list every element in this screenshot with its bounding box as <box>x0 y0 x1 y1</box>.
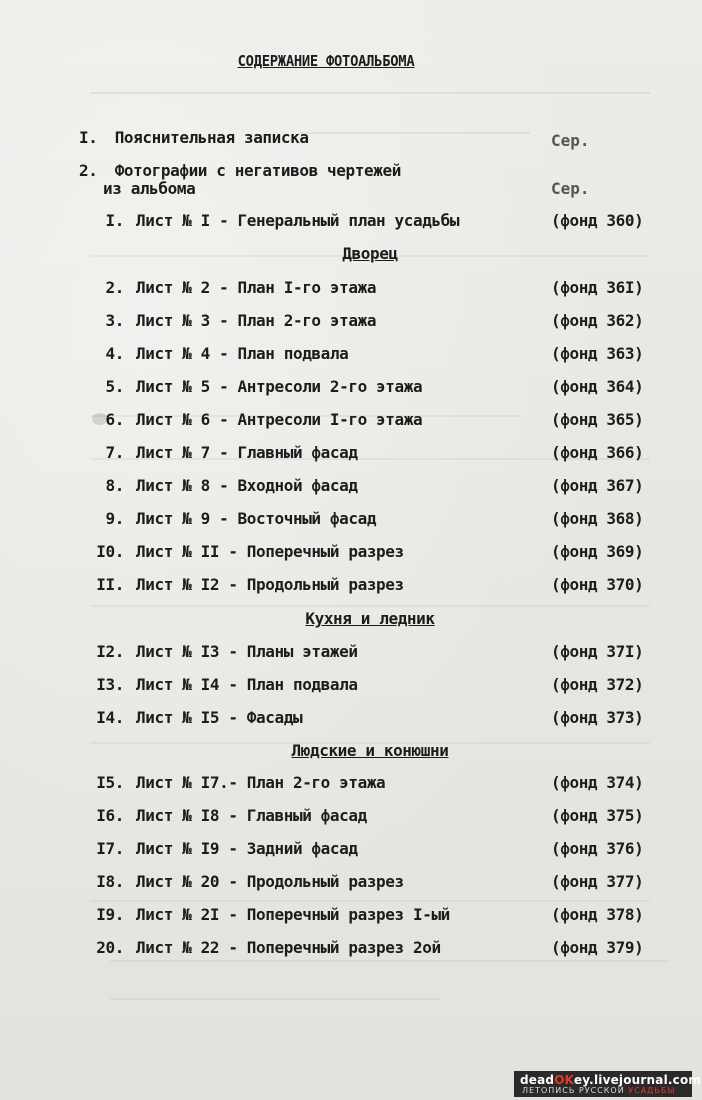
table-row <box>0 872 702 896</box>
ink-smudge <box>92 413 108 425</box>
item-number: 2. <box>79 161 98 180</box>
table-row <box>0 773 702 797</box>
item-text: Фотографии с негативов чертежей <box>114 161 401 180</box>
row-fond: (фонд 368) <box>551 509 644 528</box>
row-fond: (фонд 365) <box>551 410 644 429</box>
table-row <box>0 443 702 467</box>
row-fond: (фонд 360) <box>551 211 644 230</box>
row-fond: (фонд 364) <box>551 377 644 396</box>
row-number: I7. <box>96 839 124 858</box>
section-heading-palace: Дворец <box>342 244 398 263</box>
row-text: Лист № I9 - Задний фасад <box>136 839 358 858</box>
row-number: 6. <box>105 410 124 429</box>
row-number: I8. <box>96 872 124 891</box>
row-number: I. <box>105 211 124 230</box>
table-row <box>0 905 702 929</box>
table-row <box>0 675 702 699</box>
row-number: 2. <box>105 278 124 297</box>
table-row <box>0 509 702 533</box>
row-number: I5. <box>96 773 124 792</box>
row-fond: (фонд 362) <box>551 311 644 330</box>
row-fond: (фонд 379) <box>551 938 644 957</box>
table-row <box>0 542 702 566</box>
table-row <box>0 344 702 368</box>
row-fond: (фонд 372) <box>551 675 644 694</box>
table-row <box>0 377 702 401</box>
row-number: I0. <box>96 542 124 561</box>
row-number: I6. <box>96 806 124 825</box>
table-row <box>0 839 702 863</box>
row-fond: (фонд 369) <box>551 542 644 561</box>
item-text: Пояснительная записка <box>114 128 309 147</box>
row-number: I4. <box>96 708 124 727</box>
table-row <box>0 642 702 666</box>
row-number: I9. <box>96 905 124 924</box>
row-text: Лист № 8 - Входной фасад <box>136 476 358 495</box>
row-number: 5. <box>105 377 124 396</box>
section-heading-kitchen: Кухня и ледник <box>305 609 435 628</box>
table-row <box>0 311 702 335</box>
table-row <box>0 708 702 732</box>
row-text: Лист № 20 - Продольный разрез <box>136 872 404 891</box>
list-item-photographs <box>79 161 401 180</box>
row-text: Лист № I - Генеральный план усадьбы <box>136 211 460 230</box>
row-text: Лист № 3 - План 2-го этажа <box>136 311 377 330</box>
row-number: II. <box>96 575 124 594</box>
row-text: Лист № I5 - Фасады <box>136 708 303 727</box>
row-fond: (фонд 378) <box>551 905 644 924</box>
row-text: Лист № II - Поперечный разрез <box>136 542 404 561</box>
table-row <box>0 938 702 962</box>
row-number: 20. <box>96 938 124 957</box>
row-text: Лист № 6 - Антресоли I-го этажа <box>136 410 423 429</box>
row-text: Лист № I7.- План 2-го этажа <box>136 773 386 792</box>
row-text: Лист № 2I - Поперечный разрез I-ый <box>136 905 450 924</box>
watermark-text: deadOKey.livejournal.com <box>520 1073 702 1087</box>
row-fond: (фонд 373) <box>551 708 644 727</box>
row-text: Лист № I4 - План подвала <box>136 675 358 694</box>
table-row <box>0 211 702 235</box>
row-text: Лист № 22 - Поперечный разрез 2ой <box>136 938 441 957</box>
page-title: СОДЕРЖАНИЕ ФОТОАЛЬБОМА <box>237 52 415 70</box>
table-row <box>0 476 702 500</box>
watermark-logo <box>514 1071 702 1097</box>
row-fond: (фонд 363) <box>551 344 644 363</box>
list-item-explanatory-note <box>79 128 309 147</box>
row-fond: (фонд 374) <box>551 773 644 792</box>
row-fond: (фонд 366) <box>551 443 644 462</box>
row-fond: (фонд 376) <box>551 839 644 858</box>
table-row <box>0 806 702 830</box>
row-text: Лист № I8 - Главный фасад <box>136 806 367 825</box>
row-number: I3. <box>96 675 124 694</box>
row-fond: (фонд 37I) <box>551 642 644 661</box>
row-text: Лист № 2 - План I-го этажа <box>136 278 377 297</box>
row-text: Лист № 5 - Антресоли 2-го этажа <box>136 377 423 396</box>
table-row <box>0 278 702 302</box>
row-number: 9. <box>105 509 124 528</box>
row-number: 8. <box>105 476 124 495</box>
row-text: Лист № 4 - План подвала <box>136 344 349 363</box>
watermark-subtitle: ЛЕТОПИСЬ РУССКОЙ УСАДЬБЫ <box>522 1086 676 1095</box>
row-fond: (фонд 375) <box>551 806 644 825</box>
item-text-continuation: из альбома <box>103 179 196 198</box>
row-number: I2. <box>96 642 124 661</box>
row-text: Лист № I3 - Планы этажей <box>136 642 358 661</box>
row-number: 4. <box>105 344 124 363</box>
item-number: I. <box>79 128 98 147</box>
row-fond: (фонд 367) <box>551 476 644 495</box>
row-text: Лист № 9 - Восточный фасад <box>136 509 377 528</box>
row-fond: (фонд 370) <box>551 575 644 594</box>
table-row <box>0 575 702 599</box>
row-number: 3. <box>105 311 124 330</box>
row-text: Лист № I2 - Продольный разрез <box>136 575 404 594</box>
margin-mark: Сер. <box>551 179 590 198</box>
row-fond: (фонд 377) <box>551 872 644 891</box>
margin-mark: Сер. <box>551 131 590 150</box>
section-heading-servants: Людские и конюшни <box>291 741 449 760</box>
row-fond: (фонд 36I) <box>551 278 644 297</box>
row-text: Лист № 7 - Главный фасад <box>136 443 358 462</box>
row-number: 7. <box>105 443 124 462</box>
